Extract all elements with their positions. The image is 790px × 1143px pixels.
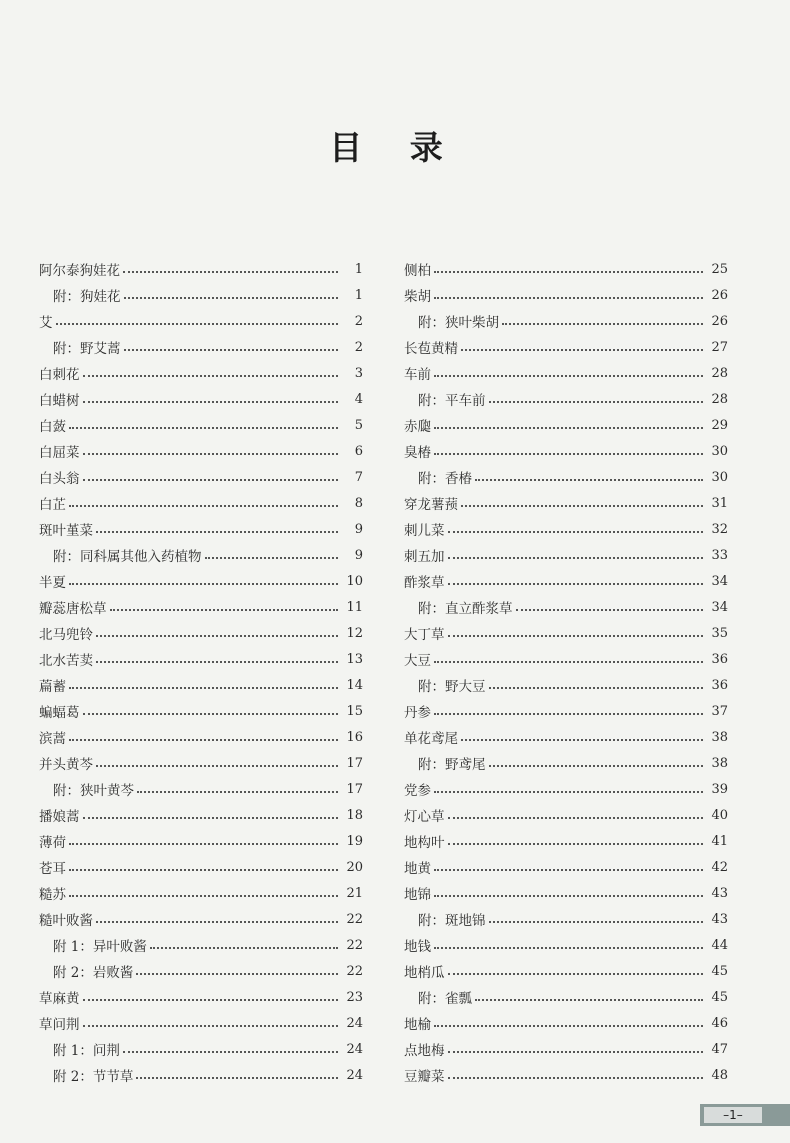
toc-entry[interactable] <box>39 308 363 334</box>
toc-page-number: 35 <box>711 625 728 641</box>
dot-leader <box>434 895 703 897</box>
toc-sub-entry[interactable] <box>404 906 728 932</box>
toc-page-number: 18 <box>346 807 363 823</box>
toc-sub-entry[interactable] <box>39 932 363 958</box>
dot-leader <box>83 479 339 481</box>
dot-leader <box>461 739 703 741</box>
toc-page-number: 19 <box>346 833 363 849</box>
toc-entry-name: 白刺花 <box>39 367 80 383</box>
toc-page-number: 1 <box>354 287 363 303</box>
toc-entry[interactable] <box>39 802 363 828</box>
toc-entry-name: 豆瓣菜 <box>404 1069 445 1085</box>
dot-leader <box>83 999 339 1001</box>
toc-entry-name: 白屈菜 <box>39 445 80 461</box>
toc-entry[interactable] <box>39 750 363 776</box>
toc-sub-entry[interactable] <box>39 542 363 568</box>
toc-page-number: 23 <box>346 989 363 1005</box>
toc-page-number: 36 <box>711 651 728 667</box>
dot-leader <box>434 271 703 273</box>
toc-entry-name: 附：香椿 <box>418 471 472 487</box>
toc-entry-name: 丹参 <box>404 705 431 721</box>
dot-leader <box>448 1051 704 1053</box>
toc-page-number: 30 <box>711 443 728 459</box>
toc-entry-name: 附 2：岩败酱 <box>53 965 134 981</box>
toc-entry-name: 附：狭叶柴胡 <box>418 315 499 331</box>
toc-entry-name: 刺儿菜 <box>404 523 445 539</box>
dot-leader <box>502 323 703 325</box>
toc-sub-entry[interactable] <box>404 984 728 1010</box>
dot-leader <box>69 739 338 741</box>
toc-page-number: 36 <box>711 677 728 693</box>
toc-page-number: 26 <box>711 287 728 303</box>
dot-leader <box>83 817 339 819</box>
toc-entry-name: 酢浆草 <box>404 575 445 591</box>
toc-entry-name: 附 1：问荆 <box>53 1043 120 1059</box>
toc-entry-name: 糙叶败酱 <box>39 913 93 929</box>
toc-entry-name: 糙苏 <box>39 887 66 903</box>
toc-page-number: 2 <box>354 313 363 329</box>
toc-entry[interactable] <box>39 828 363 854</box>
dot-leader <box>83 375 339 377</box>
toc-entry-name: 长苞黄精 <box>404 341 458 357</box>
toc-entry[interactable] <box>39 698 363 724</box>
toc-page-number: 34 <box>711 599 728 615</box>
toc-entry[interactable] <box>39 1010 363 1036</box>
page-number: –1– <box>704 1107 762 1123</box>
dot-leader <box>96 765 338 767</box>
toc-entry[interactable] <box>404 542 728 568</box>
dot-leader <box>69 869 338 871</box>
toc-entry-name: 苍耳 <box>39 861 66 877</box>
dot-leader <box>448 843 704 845</box>
toc-entry[interactable] <box>39 490 363 516</box>
dot-leader <box>83 401 339 403</box>
toc-entry-name: 赤瓟 <box>404 419 431 435</box>
toc-page-number: 37 <box>711 703 728 719</box>
toc-left-column <box>39 256 363 1088</box>
toc-entry-name: 北马兜铃 <box>39 627 93 643</box>
toc-page-number: 10 <box>346 573 363 589</box>
toc-page-number: 47 <box>711 1041 728 1057</box>
toc-entry-name: 附：野鸢尾 <box>418 757 486 773</box>
toc-page-number: 45 <box>711 989 728 1005</box>
dot-leader <box>489 401 704 403</box>
toc-page-number: 7 <box>354 469 363 485</box>
toc-sub-entry[interactable] <box>39 1036 363 1062</box>
dot-leader <box>83 453 339 455</box>
dot-leader <box>461 505 703 507</box>
toc-entry-name: 地梢瓜 <box>404 965 445 981</box>
toc-page-number: 21 <box>346 885 363 901</box>
dot-leader <box>448 557 704 559</box>
dot-leader <box>136 1077 338 1079</box>
toc-entry[interactable] <box>404 516 728 542</box>
toc-entry-name: 北水苦荬 <box>39 653 93 669</box>
dot-leader <box>434 375 703 377</box>
toc-entry-name: 地黄 <box>404 861 431 877</box>
toc-page-number: 32 <box>711 521 728 537</box>
dot-leader <box>69 427 338 429</box>
dot-leader <box>56 323 339 325</box>
toc-entry-name: 臭椿 <box>404 445 431 461</box>
toc-entry[interactable] <box>404 282 728 308</box>
toc-entry-name: 附：狗娃花 <box>53 289 121 305</box>
dot-leader <box>110 609 339 611</box>
toc-sub-entry[interactable] <box>404 464 728 490</box>
toc-entry[interactable] <box>39 464 363 490</box>
toc-page-number: 12 <box>346 625 363 641</box>
toc-entry[interactable] <box>404 568 728 594</box>
toc-entry[interactable] <box>404 256 728 282</box>
dot-leader <box>434 427 703 429</box>
toc-page-number: 44 <box>711 937 728 953</box>
toc-entry[interactable] <box>39 620 363 646</box>
dot-leader <box>69 583 338 585</box>
dot-leader <box>434 791 703 793</box>
toc-entry-name: 附：野艾蒿 <box>53 341 121 357</box>
toc-page-number: 14 <box>346 677 363 693</box>
toc-entry-name: 白蔹 <box>39 419 66 435</box>
toc-entry[interactable] <box>404 880 728 906</box>
toc-entry[interactable] <box>404 724 728 750</box>
dot-leader <box>83 1025 339 1027</box>
dot-leader <box>461 349 703 351</box>
dot-leader <box>124 297 339 299</box>
toc-page-number: 2 <box>354 339 363 355</box>
toc-page-number: 29 <box>711 417 728 433</box>
dot-leader <box>434 1025 703 1027</box>
toc-entry[interactable] <box>39 906 363 932</box>
toc-entry-name: 点地梅 <box>404 1043 445 1059</box>
toc-entry[interactable] <box>39 568 363 594</box>
toc-page-number: 11 <box>346 599 363 615</box>
toc-entry[interactable] <box>39 412 363 438</box>
toc-entry-name: 大丁草 <box>404 627 445 643</box>
toc-entry-name: 柴胡 <box>404 289 431 305</box>
toc-entry[interactable] <box>404 854 728 880</box>
page-title: 目 录 <box>329 128 461 167</box>
toc-entry-name: 播娘蒿 <box>39 809 80 825</box>
toc-entry[interactable] <box>39 984 363 1010</box>
toc-page-number: 20 <box>346 859 363 875</box>
toc-page-number: 9 <box>354 521 363 537</box>
toc-page-number: 42 <box>711 859 728 875</box>
toc-entry[interactable] <box>39 516 363 542</box>
toc-entry[interactable] <box>404 802 728 828</box>
toc-entry[interactable] <box>404 620 728 646</box>
dot-leader <box>434 453 703 455</box>
toc-entry-name: 穿龙薯蓣 <box>404 497 458 513</box>
toc-entry[interactable] <box>39 438 363 464</box>
toc-page-number: 4 <box>354 391 363 407</box>
dot-leader <box>150 947 338 949</box>
dot-leader <box>489 687 704 689</box>
dot-leader <box>448 635 704 637</box>
toc-page-number: 30 <box>711 469 728 485</box>
toc-sub-entry[interactable] <box>39 958 363 984</box>
toc-sub-entry[interactable] <box>404 386 728 412</box>
toc-entry[interactable] <box>39 256 363 282</box>
dot-leader <box>448 583 704 585</box>
toc-page-number: 48 <box>711 1067 728 1083</box>
toc-entry[interactable] <box>404 490 728 516</box>
toc-entry-name: 附：狭叶黄芩 <box>53 783 134 799</box>
toc-entry-name: 地构叶 <box>404 835 445 851</box>
toc-page-number: 5 <box>354 417 363 433</box>
dot-leader <box>434 661 703 663</box>
toc-entry[interactable] <box>39 854 363 880</box>
toc-page-number: 17 <box>346 781 363 797</box>
toc-entry-name: 草麻黄 <box>39 991 80 1007</box>
dot-leader <box>123 271 338 273</box>
dot-leader <box>448 817 704 819</box>
toc-entry[interactable] <box>39 646 363 672</box>
toc-sub-entry[interactable] <box>404 308 728 334</box>
dot-leader <box>137 791 338 793</box>
dot-leader <box>69 505 338 507</box>
dot-leader <box>96 635 338 637</box>
dot-leader <box>96 531 338 533</box>
dot-leader <box>434 947 703 949</box>
toc-page-number: 26 <box>711 313 728 329</box>
toc-sub-entry[interactable] <box>404 750 728 776</box>
toc-entry-name: 单花鸢尾 <box>404 731 458 747</box>
toc-page-number: 38 <box>711 729 728 745</box>
toc-page-number: 9 <box>354 547 363 563</box>
toc-page-number: 22 <box>346 937 363 953</box>
toc-entry-name: 蝙蝠葛 <box>39 705 80 721</box>
toc-page-number: 1 <box>354 261 363 277</box>
toc-entry-name: 地榆 <box>404 1017 431 1033</box>
toc-entry[interactable] <box>404 646 728 672</box>
dot-leader <box>83 713 339 715</box>
toc-entry-name: 阿尔泰狗娃花 <box>39 263 120 279</box>
toc-entry-name: 滨蒿 <box>39 731 66 747</box>
toc-page-number: 38 <box>711 755 728 771</box>
toc-page-number: 24 <box>346 1041 363 1057</box>
toc-sub-entry[interactable] <box>39 1062 363 1088</box>
toc-entry-name: 地钱 <box>404 939 431 955</box>
toc-entry[interactable] <box>404 1036 728 1062</box>
toc-entry-name: 党参 <box>404 783 431 799</box>
toc-entry-name: 附：野大豆 <box>418 679 486 695</box>
toc-page-number: 41 <box>711 833 728 849</box>
toc-entry-name: 侧柏 <box>404 263 431 279</box>
toc-entry-name: 附 2：节节草 <box>53 1069 134 1085</box>
toc-page-number: 8 <box>354 495 363 511</box>
toc-entry[interactable] <box>39 724 363 750</box>
toc-entry[interactable] <box>404 776 728 802</box>
toc-entry-name: 刺五加 <box>404 549 445 565</box>
toc-page-number: 45 <box>711 963 728 979</box>
dot-leader <box>96 921 338 923</box>
toc-entry-name: 白蜡树 <box>39 393 80 409</box>
dot-leader <box>434 297 703 299</box>
toc-entry-name: 附：同科属其他入药植物 <box>53 549 202 565</box>
toc-entry-name: 附：直立酢浆草 <box>418 601 513 617</box>
toc-page-number: 16 <box>346 729 363 745</box>
toc-page-number: 43 <box>711 885 728 901</box>
dot-leader <box>124 349 339 351</box>
dot-leader <box>489 921 704 923</box>
dot-leader <box>475 479 703 481</box>
toc-sub-entry[interactable] <box>39 776 363 802</box>
dot-leader <box>448 1077 704 1079</box>
toc-entry-name: 并头黄芩 <box>39 757 93 773</box>
dot-leader <box>123 1051 338 1053</box>
toc-page-number: 46 <box>711 1015 728 1031</box>
toc-page-number: 15 <box>346 703 363 719</box>
toc-entry[interactable] <box>404 1062 728 1088</box>
toc-entry[interactable] <box>404 932 728 958</box>
dot-leader <box>448 973 704 975</box>
toc-entry[interactable] <box>404 438 728 464</box>
toc-entry[interactable] <box>404 334 728 360</box>
toc-page-number: 17 <box>346 755 363 771</box>
toc-entry-name: 草问荆 <box>39 1017 80 1033</box>
toc-page-number: 28 <box>711 391 728 407</box>
dot-leader <box>96 661 338 663</box>
toc-page-number: 28 <box>711 365 728 381</box>
dot-leader <box>516 609 704 611</box>
toc-entry[interactable] <box>39 360 363 386</box>
toc-entry-name: 大豆 <box>404 653 431 669</box>
page-number-bar <box>700 1104 790 1126</box>
dot-leader <box>475 999 703 1001</box>
toc-page-number: 24 <box>346 1015 363 1031</box>
toc-page-number: 33 <box>711 547 728 563</box>
toc-sub-entry[interactable] <box>404 672 728 698</box>
toc-page-number: 13 <box>346 651 363 667</box>
toc-sub-entry[interactable] <box>404 594 728 620</box>
dot-leader <box>434 713 703 715</box>
toc-page-number: 39 <box>711 781 728 797</box>
toc-entry-name: 萹蓄 <box>39 679 66 695</box>
toc-page-number: 34 <box>711 573 728 589</box>
toc-entry[interactable] <box>404 1010 728 1036</box>
toc-page-number: 6 <box>354 443 363 459</box>
toc-page-number: 40 <box>711 807 728 823</box>
toc-entry[interactable] <box>404 958 728 984</box>
toc-entry-name: 附 1：异叶败酱 <box>53 939 147 955</box>
toc-entry-name: 车前 <box>404 367 431 383</box>
toc-page-number: 3 <box>354 365 363 381</box>
toc-page-number: 25 <box>711 261 728 277</box>
dot-leader <box>69 895 338 897</box>
toc-page-number: 24 <box>346 1067 363 1083</box>
toc-entry-name: 附：平车前 <box>418 393 486 409</box>
toc-page-number: 31 <box>711 495 728 511</box>
toc-sub-entry[interactable] <box>39 282 363 308</box>
toc-entry[interactable] <box>404 828 728 854</box>
toc-entry[interactable] <box>404 698 728 724</box>
toc-entry-name: 艾 <box>39 315 53 331</box>
toc-entry[interactable] <box>39 880 363 906</box>
toc-entry-name: 地锦 <box>404 887 431 903</box>
toc-entry-name: 瓣蕊唐松草 <box>39 601 107 617</box>
toc-entry-name: 薄荷 <box>39 835 66 851</box>
toc-page-number: 22 <box>346 911 363 927</box>
toc-entry-name: 附：斑地锦 <box>418 913 486 929</box>
toc-right-column <box>404 256 728 1088</box>
dot-leader <box>205 557 339 559</box>
dot-leader <box>489 765 704 767</box>
toc-entry[interactable] <box>404 360 728 386</box>
dot-leader <box>434 869 703 871</box>
dot-leader <box>448 531 704 533</box>
toc-page-number: 43 <box>711 911 728 927</box>
toc-entry-name: 白头翁 <box>39 471 80 487</box>
toc-entry[interactable] <box>39 672 363 698</box>
dot-leader <box>69 687 338 689</box>
toc-entry[interactable] <box>39 594 363 620</box>
dot-leader <box>136 973 338 975</box>
toc-entry[interactable] <box>39 386 363 412</box>
toc-entry-name: 白芷 <box>39 497 66 513</box>
toc-entry-name: 灯心草 <box>404 809 445 825</box>
toc-sub-entry[interactable] <box>39 334 363 360</box>
toc-entry-name: 半夏 <box>39 575 66 591</box>
toc-entry-name: 斑叶堇菜 <box>39 523 93 539</box>
toc-page-number: 27 <box>711 339 728 355</box>
toc-entry[interactable] <box>404 412 728 438</box>
dot-leader <box>69 843 338 845</box>
toc-page-number: 22 <box>346 963 363 979</box>
toc-entry-name: 附：雀瓢 <box>418 991 472 1007</box>
